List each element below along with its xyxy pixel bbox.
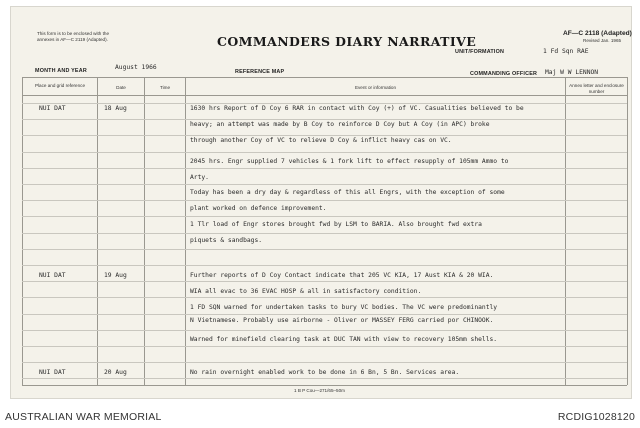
month-value: August 1966 xyxy=(115,64,157,71)
col-header-place: Place and grid reference xyxy=(34,83,86,88)
table-left-border xyxy=(22,77,23,385)
form-revised: Revised Jan. 1965 xyxy=(583,38,622,43)
ruled-line xyxy=(22,281,627,282)
ruled-line xyxy=(22,249,627,250)
ruled-line xyxy=(22,184,627,185)
ruled-line xyxy=(22,346,627,347)
entry-line: Warned for minefield clearing task at DUC TAN with view to recovery 105mm shells. xyxy=(190,336,498,343)
commanding-officer-label: COMMANDING OFFICER xyxy=(470,71,538,77)
entry-date: 20 Aug xyxy=(104,369,127,376)
col-header-date: Date xyxy=(116,85,126,90)
ruled-line xyxy=(22,152,627,153)
form-number: AF—C 2118 (Adapted) xyxy=(563,30,632,37)
table-top-rule xyxy=(22,77,627,78)
ruled-line xyxy=(22,378,627,379)
entry-date: 18 Aug xyxy=(104,105,127,112)
table-bottom-rule xyxy=(22,385,627,386)
entry-place: NUI DAT xyxy=(39,272,66,279)
entry-line: Today has been a dry day & regardless of this all Engrs, with the exception of some xyxy=(190,189,505,196)
entry-line: Arty. xyxy=(190,174,209,181)
entry-line: through another Coy of VC to relieve D Coy & inflict heavy cas on VC. xyxy=(190,137,452,144)
table-header-rule xyxy=(22,95,627,96)
month-label: MONTH AND YEAR xyxy=(35,68,87,74)
ruled-line xyxy=(22,362,627,363)
ruled-line xyxy=(22,297,627,298)
entry-line: 1 FD SQN warned for undertaken tasks to bury VC bodies. The VC were predominantly xyxy=(190,304,498,311)
entry-line: piquets & sandbags. xyxy=(190,237,263,244)
ruled-line xyxy=(22,216,627,217)
commanding-officer-value: Maj W W LENNON xyxy=(545,69,599,76)
credit-left: AUSTRALIAN WAR MEMORIAL xyxy=(5,411,162,423)
ruled-line xyxy=(22,168,627,169)
form-title: COMMANDERS DIARY NARRATIVE xyxy=(217,34,477,49)
entry-place: NUI DAT xyxy=(39,105,66,112)
entry-line: 1630 hrs Report of D Coy 6 RAR in contact with Coy (+) of VC. Casualities believed to be xyxy=(190,105,524,112)
ruled-line xyxy=(22,330,627,331)
entry-line: 1 Tlr load of Engr stores brought fwd by LSM to BARIA. Also brought fwd extra xyxy=(190,221,482,228)
entry-line: 2045 hrs. Engr supplied 7 vehicles & 1 fork lift to effect resupply of 105mm Ammo to xyxy=(190,158,509,165)
col-header-annex: Annex letter and enclosure number xyxy=(569,83,624,94)
ruled-line xyxy=(22,314,627,315)
entry-line: No rain overnight enabled work to be done in 6 Bn, 5 Bn. Services area. xyxy=(190,369,460,376)
entry-place: NUI DAT xyxy=(39,369,66,376)
enclose-note-2: annexes in AF—C 2119 (Adapted). xyxy=(37,37,108,42)
entry-line: WIA all evac to 36 EVAC HOSP & all in satisfactory condition. xyxy=(190,288,422,295)
enclose-note-1: This form is to be enclosed with the xyxy=(37,31,110,36)
ruled-line xyxy=(22,265,627,266)
entry-line: Further reports of D Coy Contact indicate that 205 VC KIA, 17 Aust KIA & 20 WIA. xyxy=(190,272,494,279)
table-right-border xyxy=(627,77,628,385)
col-divider-event xyxy=(565,77,566,385)
diary-sheet xyxy=(10,6,632,399)
col-divider-time xyxy=(185,77,186,385)
reference-map-label: REFERENCE MAP xyxy=(235,69,285,75)
entry-line: plant worked on defence improvement. xyxy=(190,205,327,212)
col-divider-date xyxy=(144,77,145,385)
printer-imprint: 1 B P Cou—271/65–50m xyxy=(294,388,345,393)
col-divider-place xyxy=(97,77,98,385)
col-header-event: Event or information xyxy=(354,85,397,90)
ruled-line xyxy=(22,200,627,201)
unit-value: 1 Fd Sqn RAE xyxy=(543,48,589,55)
ruled-line xyxy=(22,103,627,104)
ruled-line xyxy=(22,233,627,234)
col-header-time: Time xyxy=(159,85,171,90)
unit-label: UNIT/FORMATION xyxy=(455,49,505,55)
entry-line: N Vietnamese. Probably use airborne - Oliver or MASSEY FERG carried por CHINOOK. xyxy=(190,317,494,324)
credit-right: RCDIG1028120 xyxy=(557,411,635,423)
entry-line: heavy; an attempt was made by B Coy to reinforce D Coy but A Coy (in APC) broke xyxy=(190,121,490,128)
entry-date: 19 Aug xyxy=(104,272,127,279)
